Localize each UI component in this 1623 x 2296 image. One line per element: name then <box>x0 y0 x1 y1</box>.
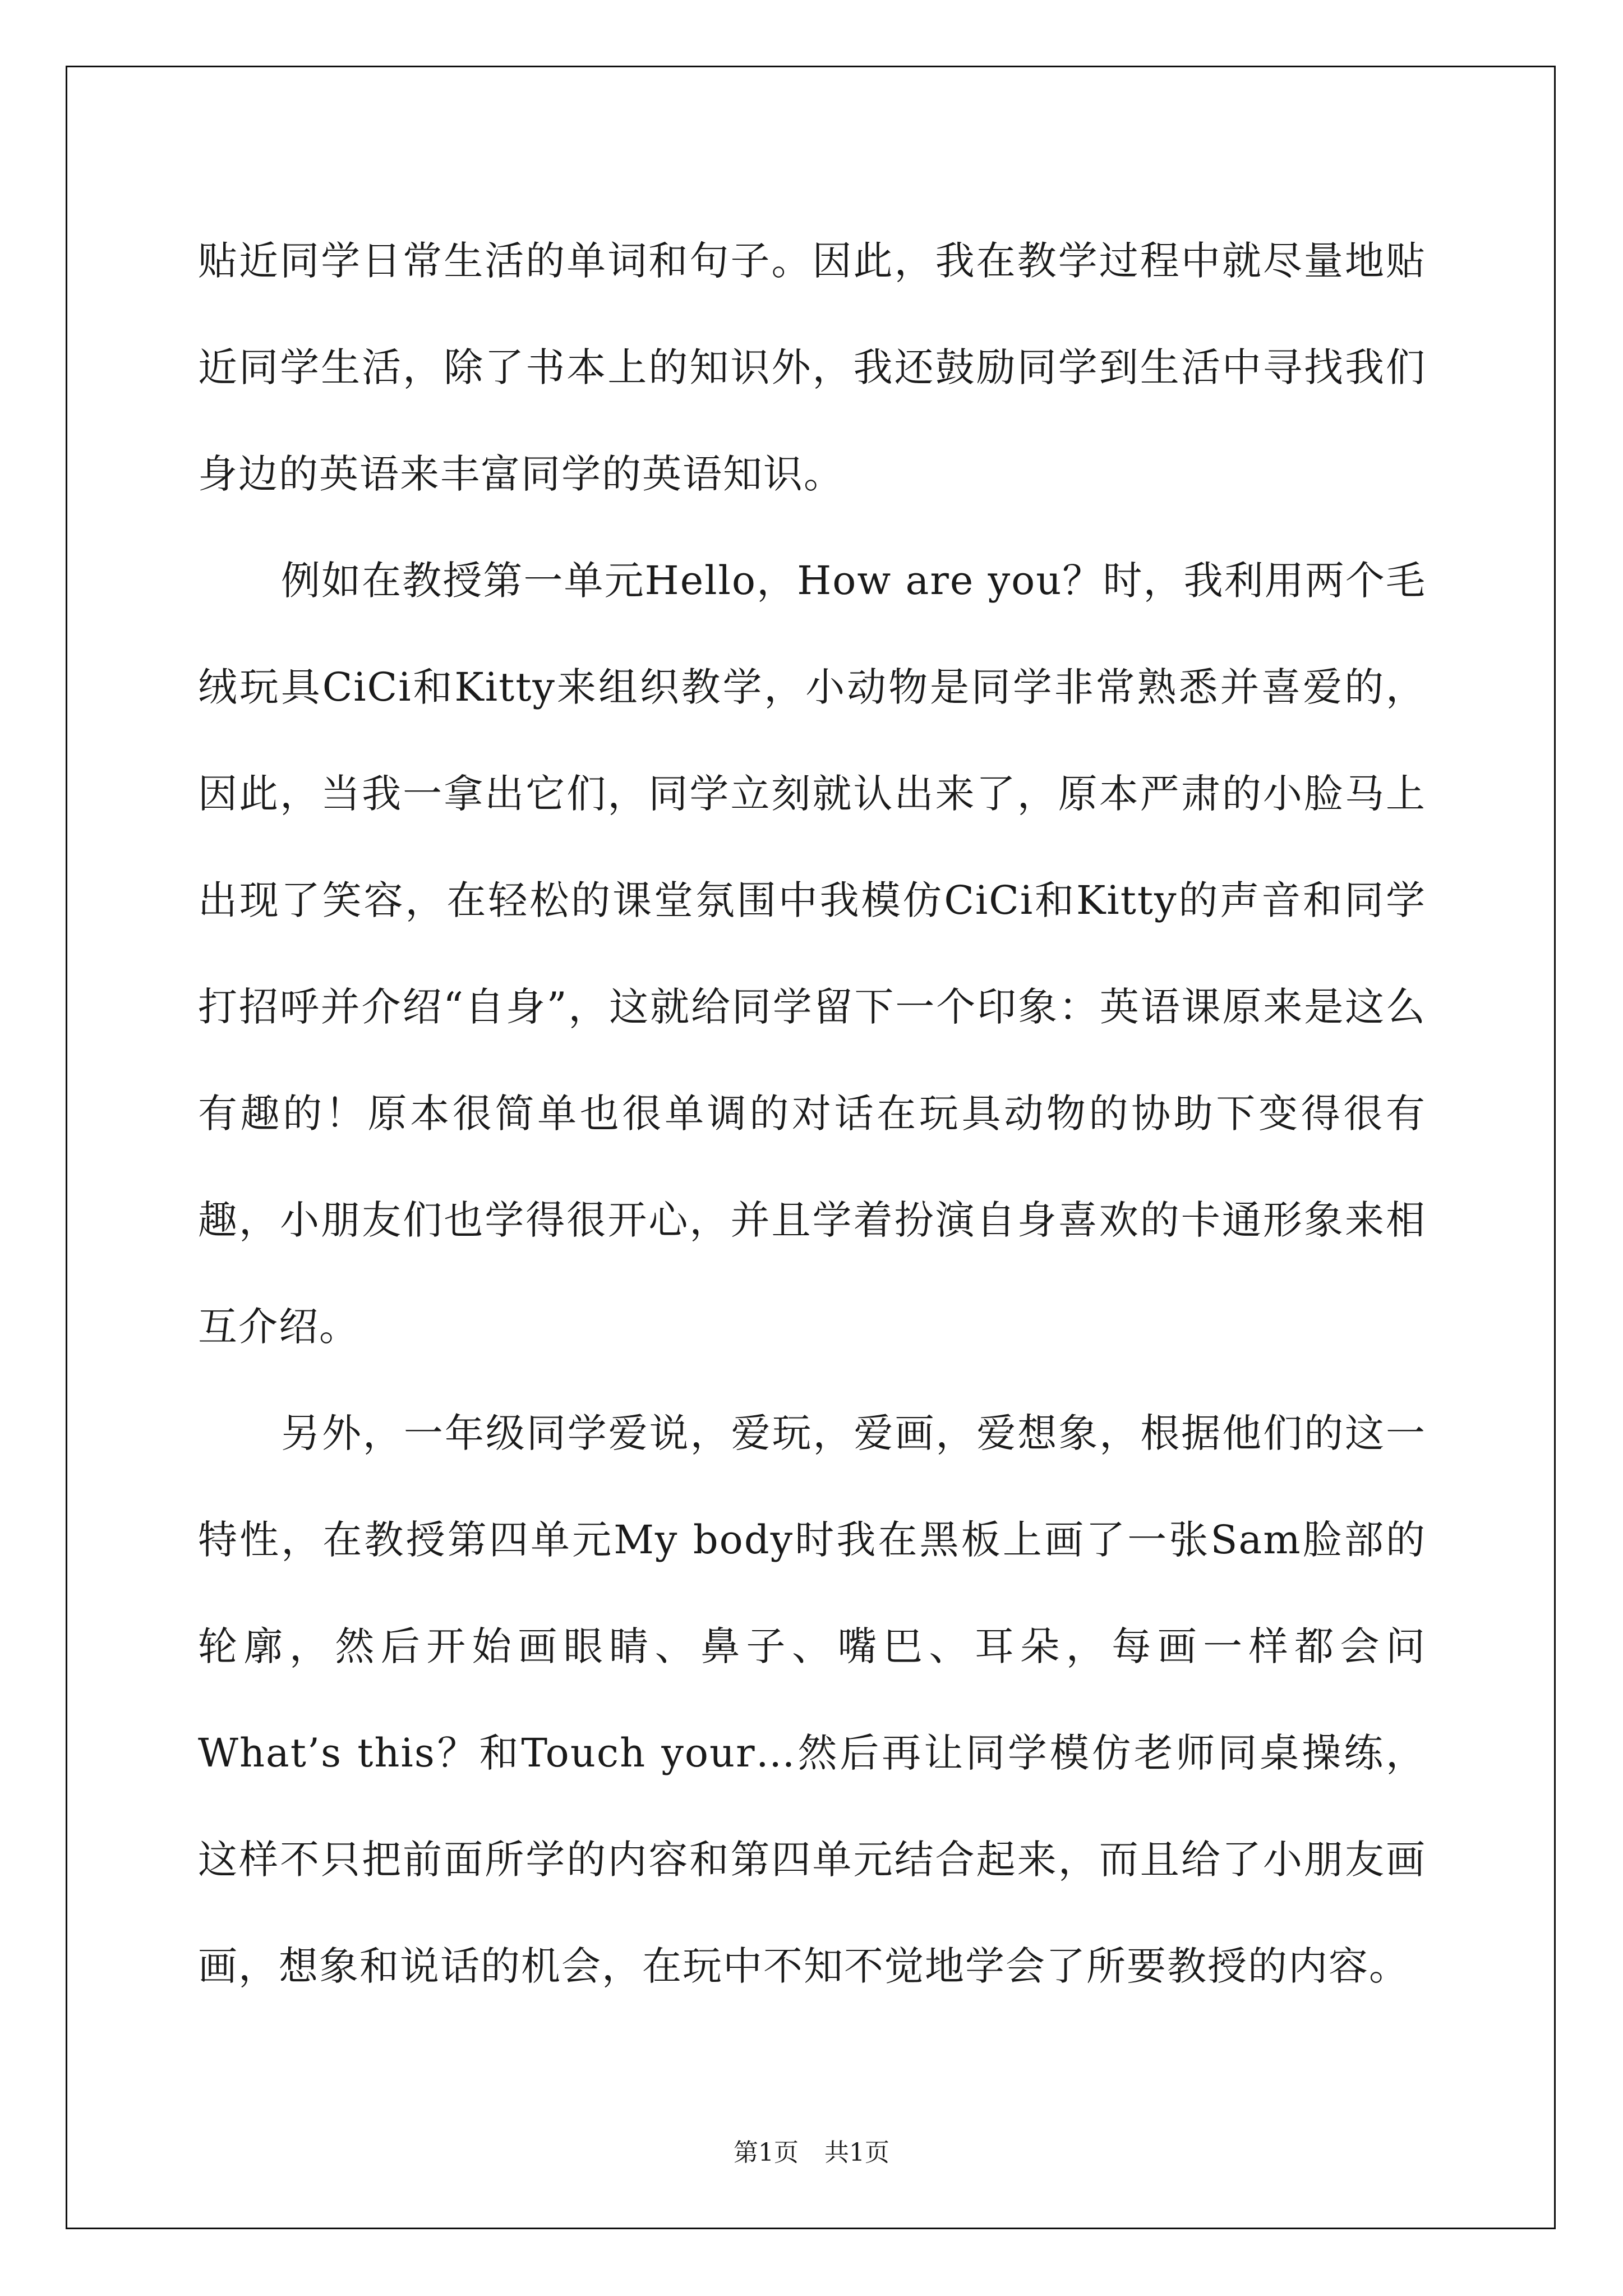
paragraph-3: 另外，一年级同学爱说，爱玩，爱画，爱想象，根据他们的这一特性，在教授第四单元My body时我在黑板上画了一张Sam脸部的轮廓，然后开始画眼睛、鼻子、嘴巴、耳朵，每画一样都会问What’s this？和Touch your…然后再让同学模仿老师同桌操练，这样不只把前面所学的内容和第四单元结合起来，而且给了小朋友画画，想象和说话的机会，在玩中不知不觉地学会了所要教授的内容。 <box>198 1410 1426 1989</box>
page-footer <box>0 2136 1623 2170</box>
paragraph-2: 例如在教授第一单元Hello，How are you？时，我利用两个毛绒玩具CiCi和Kitty来组织教学，小动物是同学非常熟悉并喜爱的，因此，当我一拿出它们，同学立刻就认出来了，原本严肃的小脸马上出现了笑容，在轻松的课堂氛围中我模仿CiCi和Kitty的声音和同学打招呼并介绍“自身”，这就给同学留下一个印象：英语课原来是这么有趣的！原本很简单也很单调的对话在玩具动物的协助下变得很有趣，小朋友们也学得很开心，并且学着扮演自身喜欢的卡通形象来相互介绍。 <box>198 558 1426 1350</box>
document-body <box>198 208 1426 2019</box>
page-number-total: 共1页 <box>824 2138 889 2167</box>
paragraph-1: 贴近同学日常生活的单词和句子。因此，我在教学过程中就尽量地贴近同学生活，除了书本上的知识外，我还鼓励同学到生活中寻找我们身边的英语来丰富同学的英语知识。 <box>198 238 1426 497</box>
page-number-current: 第1页 <box>734 2138 799 2167</box>
